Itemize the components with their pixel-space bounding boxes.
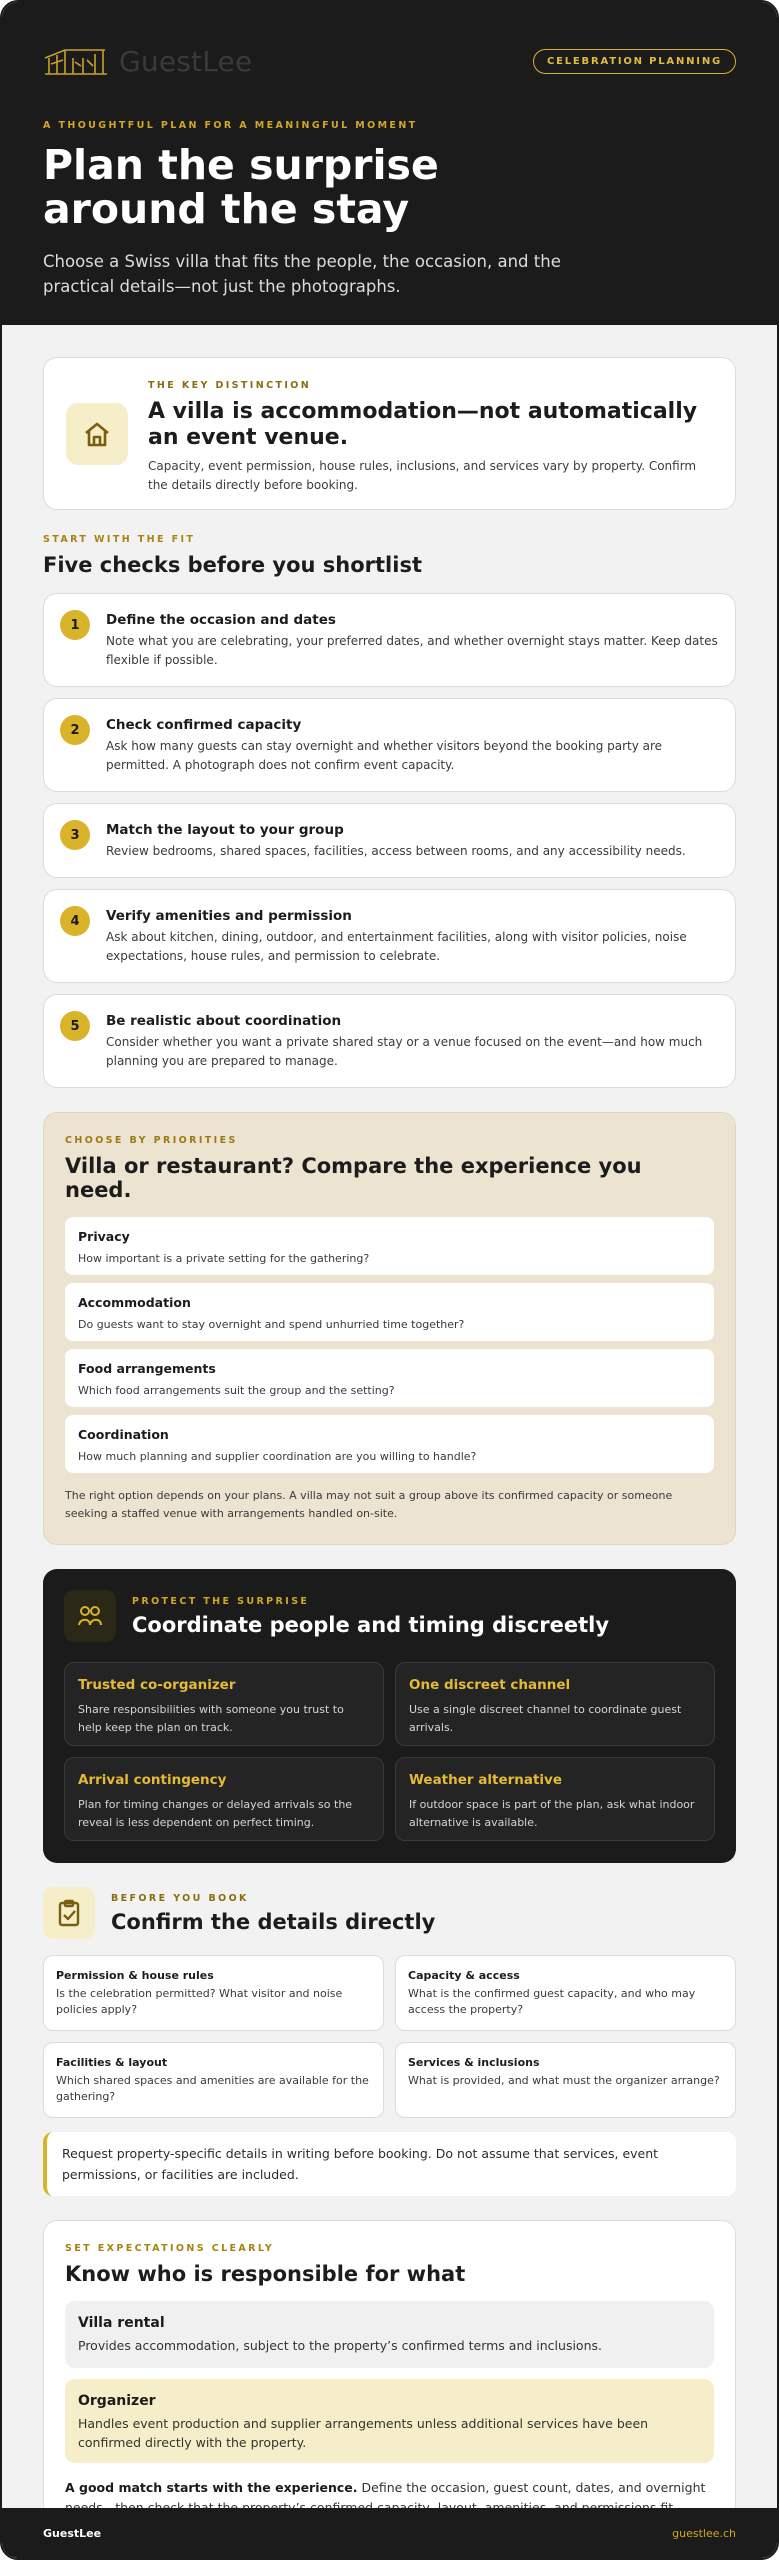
priority-title: Food arrangements [78, 1361, 216, 1376]
confirm-tile [43, 1955, 384, 2031]
step-number: 4 [60, 906, 90, 936]
responsibility-title: Know who is responsible for what [65, 2262, 466, 2286]
confirm-tile-body: What is provided, and what must the organizer arrange? [408, 2074, 720, 2087]
check-body: Note what you are celebrating, your preferred dates, and whether overnight stays matter. Keep dates flexible if possible. [106, 634, 718, 667]
house-icon [66, 403, 128, 465]
confirm-eyebrow: BEFORE YOU BOOK [111, 1892, 249, 1904]
responsibility-eyebrow: SET EXPECTATIONS CLEARLY [65, 2243, 275, 2254]
compare-eyebrow: CHOOSE BY PRIORITIES [65, 1135, 238, 1146]
tile-body: Plan for timing changes or delayed arrivals so the reveal is less dependent on perfect timing. [78, 1798, 353, 1829]
tile-title: Weather alternative [409, 1772, 563, 1788]
role-villa-rental [65, 2301, 714, 2368]
coordinate-header [64, 1590, 715, 1642]
hero-subtitle: Choose a Swiss villa that fits the people, the occasion, and the practical details—not just the photographs. [43, 252, 561, 296]
key-title: A villa is accommodation—not automatically an event venue. [148, 399, 698, 450]
confirm-tile [395, 2042, 736, 2118]
priority-list [65, 1217, 714, 1473]
tile-title: One discreet channel [409, 1677, 571, 1693]
footer-url-link[interactable]: guestlee.ch [672, 2526, 736, 2540]
tile-body: Share responsibilities with someone you trust to help keep the plan on track. [78, 1703, 344, 1734]
check-item [43, 994, 736, 1088]
confirm-title: Confirm the details directly [111, 1909, 436, 1934]
priority-question: Do guests want to stay overnight and spend unhurried time together? [78, 1318, 465, 1331]
tile-body: If outdoor space is part of the plan, ask what indoor alternative is available. [409, 1798, 695, 1829]
check-item [43, 889, 736, 983]
role-body: Provides accommodation, subject to the property’s confirmed terms and inclusions. [78, 2338, 602, 2353]
title-line-1: Plan the surprise [43, 141, 439, 189]
check-title: Verify amenities and permission [106, 908, 352, 924]
title-line-2: around the stay [43, 185, 410, 233]
check-title: Match the layout to your group [106, 822, 344, 838]
check-item [43, 803, 736, 878]
page-footer [2, 2508, 777, 2558]
tile-body: Use a single discreet channel to coordinate guest arrivals. [409, 1703, 682, 1734]
footer-brand: GuestLee [43, 2526, 102, 2540]
priority-question: Which food arrangements suit the group and the setting? [78, 1384, 395, 1397]
priority-title: Accommodation [78, 1295, 191, 1310]
confirm-tile-title: Capacity & access [408, 1969, 520, 1982]
role-title: Organizer [78, 2393, 156, 2409]
confirm-grid [43, 1955, 736, 2118]
role-organizer [65, 2379, 714, 2463]
logo-text: GuestLee [119, 44, 253, 78]
closing-bold: A good match starts with the experience. [65, 2480, 358, 2495]
coordinate-section [43, 1569, 736, 1863]
compare-section [43, 1112, 736, 1545]
compare-title: Villa or restaurant? Compare the experience you need. [65, 1154, 642, 1202]
priority-question: How much planning and supplier coordination are you willing to handle? [78, 1450, 477, 1463]
coordinate-tile [64, 1757, 384, 1841]
check-body: Ask about kitchen, dining, outdoor, and entertainment facilities, along with visitor policies, noise expectations, house rules, and permission to celebrate. [106, 930, 687, 963]
confirm-tile [43, 2042, 384, 2118]
brand-logo[interactable] [43, 45, 252, 78]
coordinate-eyebrow: PROTECT THE SURPRISE [132, 1595, 310, 1607]
confirm-section [43, 1887, 736, 2196]
check-title: Define the occasion and dates [106, 612, 336, 628]
confirm-tile-body: Which shared spaces and amenities are available for the gathering? [56, 2074, 369, 2103]
people-icon [64, 1590, 116, 1642]
villa-logo-icon [43, 46, 109, 76]
coordinate-tile [395, 1662, 715, 1746]
key-distinction-card [43, 357, 736, 510]
confirm-tile [395, 1955, 736, 2031]
priority-item [65, 1349, 714, 1407]
priority-title: Coordination [78, 1427, 169, 1442]
checks-title: Five checks before you shortlist [43, 553, 422, 577]
coordinate-tile [395, 1757, 715, 1841]
coordinate-grid [64, 1662, 715, 1841]
top-bar [43, 2, 736, 120]
page-title [43, 143, 736, 231]
role-title: Villa rental [78, 2315, 165, 2331]
confirm-tile-title: Facilities & layout [56, 2056, 168, 2069]
check-body: Consider whether you want a private shared stay or a venue focused on the event—and how much planning you are prepared to manage. [106, 1035, 703, 1068]
key-body: Capacity, event permission, house rules, inclusions, and services vary by property. Confirm the details directly before booking. [148, 459, 697, 492]
checks-list [43, 593, 736, 1088]
priority-question: How important is a private setting for the gathering? [78, 1252, 370, 1265]
confirm-tile-body: What is the confirmed guest capacity, and who may access the property? [408, 1987, 696, 2016]
role-body: Handles event production and supplier arrangements unless additional services have been confirmed directly with the property. [78, 2416, 649, 2450]
checks-eyebrow: START WITH THE FIT [43, 534, 196, 545]
main-content [2, 325, 777, 2531]
check-title: Check confirmed capacity [106, 717, 302, 733]
check-item [43, 593, 736, 687]
confirm-header [43, 1887, 736, 1939]
key-text [148, 380, 713, 495]
step-number: 3 [60, 820, 90, 850]
check-body: Review bedrooms, shared spaces, facilities, access between rooms, and any accessibility needs. [106, 844, 686, 858]
responsibility-section [43, 2220, 736, 2531]
check-body: Ask how many guests can stay overnight and whether visitors beyond the booking party are permitted. A photograph does not confirm event capacity. [106, 739, 663, 772]
hero-eyebrow: A THOUGHTFUL PLAN FOR A MEANINGFUL MOMENT [43, 120, 418, 131]
check-item [43, 698, 736, 792]
step-number: 1 [60, 610, 90, 640]
compare-note: The right option depends on your plans. A villa may not suit a group above its confirmed capacity or someone seeking a staffed venue with arrangements handled on-site. [65, 1489, 673, 1520]
tile-title: Arrival contingency [78, 1772, 227, 1788]
coordinate-tile [64, 1662, 384, 1746]
category-badge: CELEBRATION PLANNING [533, 49, 736, 74]
callout-text: Request property-specific details in writing before booking. Do not assume that services, event permissions, or facilities are included. [62, 2146, 659, 2182]
hero-header [2, 2, 777, 325]
priority-item [65, 1283, 714, 1341]
key-eyebrow: THE KEY DISTINCTION [148, 380, 312, 391]
clipboard-check-icon [43, 1887, 95, 1939]
check-title: Be realistic about coordination [106, 1013, 342, 1029]
closing-rest: Define the occasion, guest count, dates, and overnight [361, 2480, 706, 2495]
coordinate-title: Coordinate people and timing discreetly [132, 1612, 610, 1637]
step-number: 5 [60, 1011, 90, 1041]
confirm-tile-title: Services & inclusions [408, 2056, 540, 2069]
priority-title: Privacy [78, 1229, 130, 1244]
confirm-tile-body: Is the celebration permitted? What visitor and noise policies apply? [56, 1987, 343, 2016]
priority-item [65, 1415, 714, 1473]
tile-title: Trusted co-organizer [78, 1677, 236, 1693]
priority-item [65, 1217, 714, 1275]
written-details-callout [43, 2132, 736, 2196]
confirm-tile-title: Permission & house rules [56, 1969, 214, 1982]
step-number: 2 [60, 715, 90, 745]
